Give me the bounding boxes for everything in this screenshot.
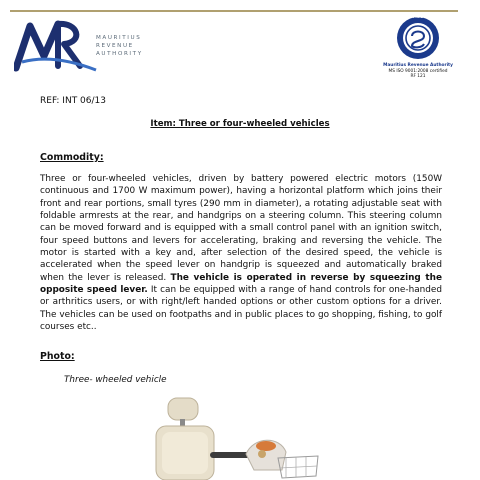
logo-text-line: AUTHORITY [96,51,143,57]
commodity-text-2: It can be equipped with a range of hand controls for one-handed or arthritics users, or with right/left handed options or other custom options for a driver. The vehicles can be used on footpaths and in public places to go shopping, fishing, to golf courses etc.. [40,285,442,333]
photo-caption: Three- wheeled vehicle [64,375,167,385]
mra-logo-icon [14,16,98,72]
msb-seal-icon [396,16,440,60]
reference-number: REF: INT 06/13 [40,96,106,106]
photo-heading: Photo: [40,351,75,362]
logo-text-line: REVENUE [96,43,134,49]
seal-caption-line: RF 121 [410,74,426,79]
seal-banner: MSB [412,15,424,20]
mra-logo [14,16,143,72]
vehicle-photo [150,396,330,480]
commodity-heading: Commodity: [40,152,104,163]
header-rule [10,10,458,12]
commodity-description [40,173,442,333]
msb-seal [378,16,458,92]
logo-text-line: MAURITIUS [96,35,142,41]
seal-caption-line: MS ISO 9001:2008 certified [388,68,448,74]
commodity-text-1: Three or four-wheeled vehicles, driven by battery powered electric motors (150W continuous and 1700 W maximum power), having a horizontal platform which joins their front and rear portions, small tyres (290 mm in diameter), a rotating adjustable seat with foldable armrests at the rear, and handgrips on a steering column. This steering column can be moved forward and is equipped with a small control panel with an ignition switch, four speed buttons and levers for accelerating, braking and reversing the vehicle. The motor is started with a key and, after selection of the desired speed, the vehicle is accelerated when the speed lever on handgrip is squeezed and automatically braked when the lever is released. [40,174,442,283]
item-title: Item: Three or four-wheeled vehicles [150,119,330,129]
commodity-text-bold: The vehicle is operated in reverse by squeezing the opposite speed lever. [40,272,442,296]
seal-caption-line: Mauritius Revenue Authority [383,63,453,68]
